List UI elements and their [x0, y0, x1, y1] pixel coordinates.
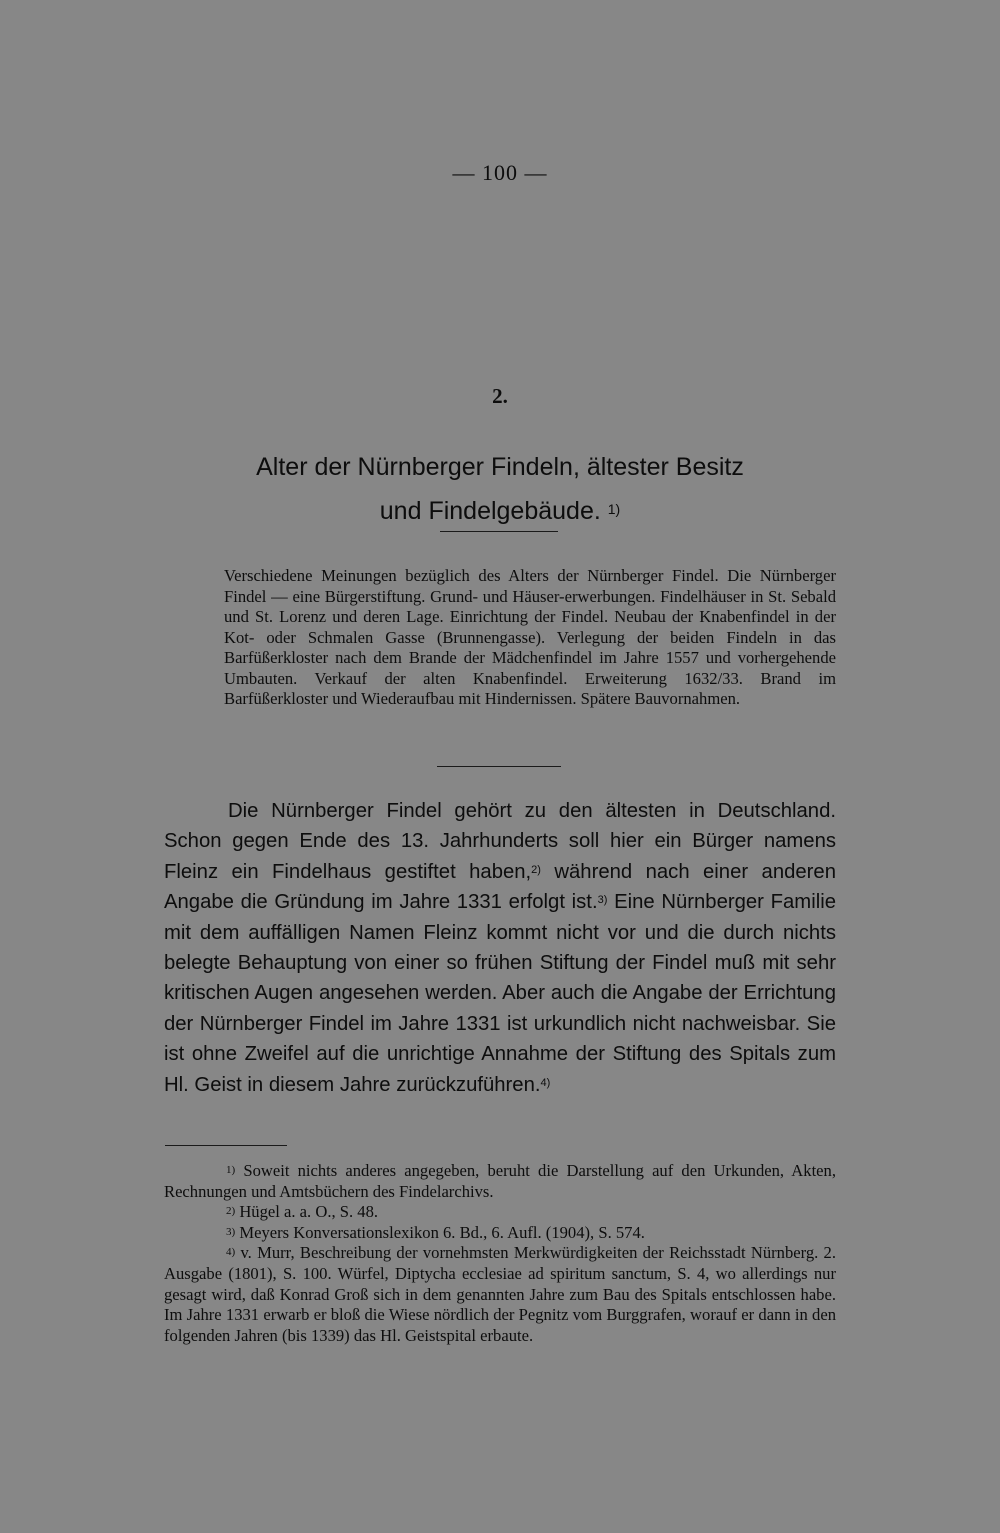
footnote-mark: 4): [226, 1246, 236, 1259]
chapter-summary: Verschiedene Meinungen bezüglich des Alters der Nürnberger Findel. Die Nürnberger Findel — eine Bürgerstiftung. Grund- und Häuser-erwerbungen. Findelhäuser in St. Sebald und St. Lorenz und deren Lage. Einrichtung der Findel. Neubau der Knabenfindel in der Kot- oder Schmalen Gasse (Brunnengasse). Verlegung der beiden Findeln in das Barfüßerkloster nach dem Brande der Mädchenfindel im Jahre 1557 und vorhergehende Umbauten. Verkauf der alten Knabenfindel. Erweiterung 1632/33. Brand im Barfüßerkloster und Wiederaufbau mit Hindernissen. Spätere Bauvornahmen.: [224, 566, 836, 708]
footnote: [164, 1243, 836, 1346]
page-number: — 100 —: [452, 160, 548, 185]
divider-rule: [440, 531, 558, 532]
section-number: 2.: [492, 384, 508, 408]
chapter-title-line-2: und Findelgebäude.: [379, 496, 601, 525]
footnote-text: Hügel a. a. O., S. 48.: [235, 1202, 379, 1222]
footnote-ref: 2): [531, 863, 541, 876]
chapter-title: [140, 445, 860, 533]
footnote-separator: [165, 1145, 287, 1146]
chapter-title-line-1: Alter der Nürnberger Findeln, ältester Besitz: [256, 452, 744, 481]
footnote-text: Meyers Konversationslexikon 6. Bd., 6. Aufl. (1904), S. 574.: [235, 1222, 645, 1242]
footnote-text: Soweit nichts anderes angegeben, beruht die Darstellung auf den Urkunden, Akten, Rechnungen und Amtsbüchern des Findelarchivs.: [164, 1161, 836, 1201]
footnote-mark: 2): [226, 1205, 236, 1218]
title-footnote-ref: 1): [607, 500, 621, 517]
footnote-mark: 3): [226, 1225, 236, 1238]
footnote-ref: 4): [540, 1076, 551, 1089]
footnotes: [164, 1161, 836, 1346]
body-text-part: Eine Nürnberger Familie mit dem auffälligen Namen Fleinz kommt nicht vor und die durch nichts belegte Behauptung von einer so frühen Stiftung der Findel muß mit sehr kritischen Augen angesehen werden. Aber auch die Angabe der Errichtung der Nürnberger Findel im Jahre 1331 ist urkundlich nicht nachweisbar. Sie ist ohne Zweifel auf die unrichtige Annahme der Stiftung des Spitals zum Hl. Geist in diesem Jahre zurückzuführen.: [164, 891, 836, 1096]
footnote: [164, 1161, 836, 1202]
divider-rule: [437, 766, 561, 767]
footnote-text: v. Murr, Beschreibung der vornehmsten Merkwürdigkeiten der Reichsstadt Nürnberg. 2. Ausgabe (1801), S. 100. Würfel, Diptycha ecclesiae ad spiritum sanctum, S. 4, wo allerdings nur gesagt wird, daß Konrad Groß sich in dem genannten Jahre zum Bau des Spitals entschlossen habe. Im Jahre 1331 erwarb er bloß die Wiese nördlich der Pegnitz vom Burggrafen, worauf er dann in den folgenden Jahren (bis 1339) das Hl. Geistspital erbaute.: [164, 1243, 836, 1345]
footnote: [164, 1223, 836, 1244]
footnote-mark: 1): [226, 1164, 236, 1176]
body-paragraph: [164, 796, 836, 1100]
footnote-ref: 3): [597, 894, 608, 907]
footnote: [164, 1202, 836, 1223]
body-text-part: während nach einer anderen Angabe die Gründung im Jahre 1331 erfolgt ist.: [164, 860, 836, 914]
body-text-part: Die Nürnberger Findel gehört zu den ältesten in Deutschland. Schon gegen Ende des 13. Jahrhunderts soll hier ein Bürger namens Fleinz ein Findelhaus gestiftet haben,: [164, 800, 836, 883]
